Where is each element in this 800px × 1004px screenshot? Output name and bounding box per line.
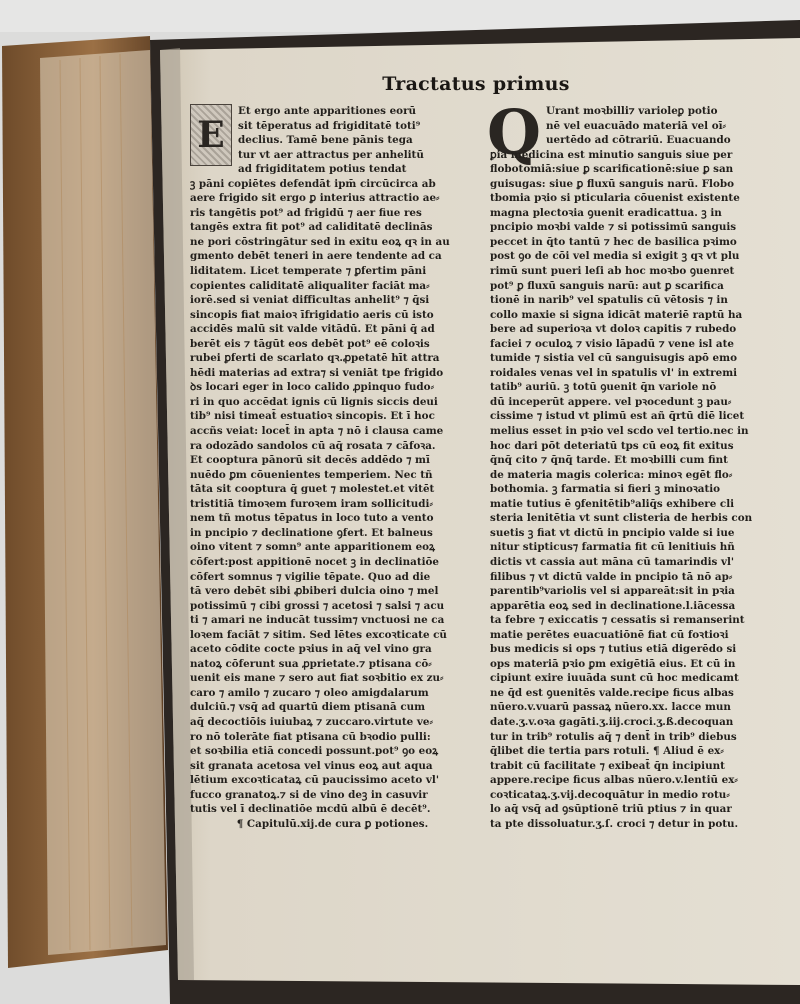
text-line: peccet in q̄to tantū ⁊ hec de basilica pꝛimo: [490, 235, 737, 248]
text-line: tatib⁹ auriū. ꝫ totū ꝯuenit q̄n variole nō: [490, 381, 717, 394]
text-line: tumide ⁊ sistia vel cū sanguisugis apō emo: [490, 352, 737, 365]
text-line: rubei ꝑferti de scarlato qꝛ.ꝓpetatē hīt attra: [190, 352, 440, 365]
text-line: apparētia eoꝝ sed in declinatione.l.iācessa: [490, 599, 736, 612]
text-line: magna plectoꝛia ꝯuenit eradicattua. ꝫ in: [490, 206, 722, 219]
text-line: faciei ⁊ oculoꝝ ⁊ visio lāpadū ⁊ vene isl ate: [490, 337, 734, 350]
text-line: natoꝝ cōferunt sua ꝓprietate.⁊ ptisana cō⸗: [190, 657, 432, 670]
text-line: copientes caliditatē aliqualiter faciāt ma⸗: [190, 279, 430, 292]
text-line: nem tñ motus tēpatus in loco tuto a vento: [190, 512, 434, 525]
text-line: tur vt aer attractus per anhelitū: [238, 148, 424, 161]
text-line: cōfert somnus ⁊ vigilie tēpate. Quo ad die: [190, 570, 431, 583]
text-line: ris tangētis pot⁹ ad frigidū ⁊ aer fiue res: [190, 206, 422, 219]
text-line: tristitiā timoꝛem furoꝛem iram sollicitudi⸗: [190, 497, 433, 510]
running-title: Tractatus primus: [382, 73, 570, 95]
text-line: uenit eis mane ⁊ sero aut fiat soꝛbitio ex zu⸗: [190, 672, 444, 685]
text-line: cissime ⁊ istud vt plimū est añ q̄rtū diē licet: [490, 410, 745, 423]
text-line: ꝫ pāni copiētes defendāt ipm̄ circūcirca ab: [190, 177, 436, 190]
text-line: aceto cōdite cocte pꝛius in aq̄ vel vino gra: [190, 643, 432, 656]
text-line: aere frigido sit ergo ꝑ interius attractio ae⸗: [190, 192, 440, 205]
text-line: loꝛem faciāt ⁊ sitim. Sed lētes excoꝛticate cū: [190, 628, 447, 641]
text-line: coꝛticataꝝ.ʒ.vij.decoquātur in medio rotu⸗: [490, 788, 730, 801]
text-line: Et ergo ante apparitiones eorū: [238, 105, 417, 117]
text-line: gmento debēt teneri in aere tendente ad ca: [190, 250, 442, 263]
text-line: accidēs malū sit valde vitādū. Et pāni q̄ ad: [190, 323, 435, 336]
text-line: ta pte dissoluatur.ʒ.ſ. croci ⁊ detur in potu.: [490, 817, 739, 830]
text-line: ti ⁊ amari ne inducāt tussim⁊ vnctuosi ne ca: [190, 614, 445, 627]
text-line: trabit cū facilitate ⁊ exibeat̄ q̄n incipiunt: [490, 759, 725, 772]
text-line: sit granata acetosa vel vinus eoꝝ aut aqua: [190, 759, 433, 772]
text-line: declius. Tamē bene pānis tega: [238, 134, 413, 147]
text-line: fucco granatoꝝ.⁊ si de vino deꝫ in casuvir: [190, 788, 428, 801]
text-line: parentib⁹variolis vel si appareāt:sit in pꝛia: [490, 585, 735, 598]
text-line: sit tēperatus ad frigiditatē toti⁹: [238, 119, 421, 132]
text-line: cipiunt exire iuuāda sunt cū hoc medicamt: [490, 672, 739, 685]
text-line: ad frigiditatem potius tendat: [238, 163, 407, 176]
text-line: steria lenitētia vt sunt clisteria de herbis con: [490, 512, 753, 525]
text-line: ne q̄d est ꝯuenitēs valde.recipe ficus albas: [490, 686, 734, 699]
text-line: ꝺs locari eger in loco calido ꝓpinquo fudo⸗: [190, 381, 435, 394]
text-line: iorē.sed si veniat difficultas anhelit⁹ ⁊ q̄si: [190, 294, 430, 307]
text-line: ro nō tolerāte fiat ptisana cū bꝛodio pulli:: [190, 730, 431, 743]
text-line: ꝑia medicina est minutio sanguis siue per: [490, 148, 733, 161]
left-text-column: [190, 104, 475, 831]
text-line: sincopis fiat maioꝛ īfrigidatio aeris cū isto: [190, 308, 434, 321]
text-line: potissimū ⁊ cibi grossi ⁊ acetosi ⁊ salsi ⁊ acu: [190, 599, 445, 612]
text-line: ops materiā pꝛio ꝑm exigētiā eius. Et cū in: [490, 657, 736, 670]
right-text-column: [487, 96, 780, 831]
text-line: bus medicis si ops ⁊ tutius etiā digerēdo si: [490, 643, 737, 656]
text-line: rimū sunt pueri leſi ab hoc moꝛbo ꝯuenret: [490, 265, 735, 278]
text-line: bothomia. ꝫ farmatia si fieri ꝫ minoꝛatio: [490, 483, 721, 496]
text-line: ta febre ⁊ exiccatis ⁊ cessatis si remanserint: [490, 614, 745, 627]
text-line: q̄libet die tertia pars rotuli. ¶ Aliud ē ex⸗: [490, 745, 724, 758]
text-line: suetis ꝫ fiat vt dictū in pncipio valde si iue: [490, 526, 735, 539]
text-line: collo maxie si signa idicāt materiē raptū ha: [490, 308, 743, 321]
text-line: roidales venas vel in spatulis vl' in extremi: [490, 366, 738, 379]
text-line: nūero.v.vuarū passaꝝ nūero.xx. lacce mun: [490, 701, 731, 714]
text-line: pot⁹ ꝑ fluxū sanguis narū: aut ꝑ scarifica: [490, 279, 724, 292]
text-line: flobotomiā:siue ꝑ scarificationē:siue ꝑ san: [490, 163, 734, 176]
text-line: tā vero debēt sibi ꝓbiberi dulcia oino ⁊ mel: [190, 585, 439, 598]
text-line: uertēdo ad cōtrariū. Euacuando: [546, 134, 731, 147]
text-line: nitur stipticus⁊ farmatia fit cū lenitiuis hñ: [490, 541, 735, 554]
text-line: oino vitent ⁊ somn⁹ ante apparitionem eoꝝ: [190, 541, 436, 554]
text-line: berēt eis ⁊ tāgūt eos debēt pot⁹ eē coloꝛis: [190, 337, 430, 350]
text-line: tangēs extra fit pot⁹ ad caliditatē declinās: [190, 221, 433, 234]
text-line: hoc dari pōt deteriatū tps cū eoꝝ fit exitus: [490, 439, 734, 452]
text-line: in pncipio ⁊ declinatione ꝯfert. Et balneus: [190, 526, 433, 539]
text-line: dulciū.⁊ vsq̄ ad quartū diem ptisanā cum: [190, 701, 426, 714]
text-line: liditatem. Licet temperate ⁊ ꝑfertim pāni: [190, 265, 427, 278]
text-line: accñs veiat: locet̄ in apta ⁊ nō i clausa came: [190, 425, 444, 438]
text-line: lētium excoꝛticataꝝ cū paucissimo aceto vl': [190, 774, 439, 787]
text-line: lo aq̄ vsq̄ ad ꝯsūptionē triū ptius ⁊ in quar: [490, 803, 732, 816]
text-line: post ꝯo de cōi vel media si exigit ꝫ qꝛ vt plu: [490, 250, 740, 263]
text-line: tutis vel ī declinatiōe mcdū albū ē decēt⁹.: [190, 803, 431, 816]
text-line: tbomia pꝛio si pticularia cōuenist existente: [490, 192, 740, 205]
text-line: tib⁹ nisi timeat̄ estuatioꝛ sincopis. Et ī hoc: [190, 410, 435, 423]
page-header: [316, 70, 636, 98]
text-line: date.ʒ.v.oꝛa gagāti.ʒ.iij.croci.ʒ.ß.decoquan: [490, 715, 734, 728]
text-line: ri in quo accēdat ignis cū lignis siccis deui: [190, 395, 438, 408]
text-line: ne pori cōstringātur sed in exitu eoꝝ qꝛ in au: [190, 235, 450, 248]
text-line: hēdi materias ad extra⁊ si veniāt tpe frigido: [190, 366, 444, 379]
text-line: appere.recipe ficus albas nūero.v.lentiū ex⸗: [490, 774, 738, 787]
text-line: ra odozādo sandolos cū aq̄ rosata ⁊ cāfoꝛa.: [190, 439, 436, 452]
text-line: nuēdo ꝑm cōuenientes temperiem. Nec tñ: [190, 468, 433, 481]
text-line: de materia magis colerica: minoꝛ egēt flo⸗: [490, 468, 733, 481]
text-line: dictis vt cassia aut māna cū tamarindis vl': [490, 555, 735, 568]
text-line: dū inceperūt appere. vel pꝛocedunt ꝫ pau⸗: [490, 395, 732, 408]
text-line: nē vel euacuādo materiā vel oī⸗: [546, 119, 726, 132]
chapter-heading: ¶ Capitulū.xij.de cura ꝑ potiones.: [236, 817, 429, 830]
text-line: tur in trib⁹ rotulis aq̄ ⁊ dent̄ in trib⁹ diebus: [490, 730, 737, 743]
text-line: aq̄ decoctiōis iuiubaꝝ ⁊ zuccaro.virtute ve⸗: [190, 715, 433, 728]
text-line: Et cooptura pānorū sit decēs addēdo ⁊ mī: [190, 454, 430, 467]
decorated-initial-q: Q: [487, 96, 542, 169]
text-line: filibus ⁊ vt dictū valde in pncipio tā nō ap⸗: [490, 570, 733, 583]
text-line: guisugas: siue ꝑ fluxū sanguis narū. Flobo: [490, 177, 735, 190]
text-line: tāta sit cooptura q̄ guet ⁊ molestet.et vitēt: [190, 483, 435, 496]
text-line: matie tutius ē ꝯfenitētib⁹aliq̄s exhibere cli: [490, 497, 735, 510]
text-line: et soꝛbilia etiā concedi possunt.pot⁹ ꝯo eoꝝ: [190, 745, 439, 758]
text-line: bere ad superioꝛa vt doloꝛ capitis ⁊ rubedo: [490, 323, 737, 336]
text-line: pncipio moꝛbi valde ⁊ si potissimū sanguis: [490, 221, 737, 234]
text-line: Urant moꝛbilli⁊ varioleꝑ potio: [546, 105, 718, 117]
text-line: tionē in narib⁹ vel spatulis cū vētosis ⁊ in: [490, 294, 728, 307]
text-line: cōfert:post appitionē nocet ꝫ in declinatiōe: [190, 555, 440, 568]
text-line: matie perētes euacuatiōnē fiat cū foꝛtioꝛi: [490, 628, 729, 641]
decorated-initial-e: E: [190, 104, 232, 166]
text-line: caro ⁊ amilo ⁊ zucaro ⁊ oleo amigdalarum: [190, 686, 429, 699]
text-line: melius esset in pꝛio vel scdo vel tertio.nec in: [490, 425, 749, 438]
text-line: q̄nq̄ cito ⁊ q̄nq̄ tarde. Et moꝛbilli cum fint: [490, 454, 728, 467]
